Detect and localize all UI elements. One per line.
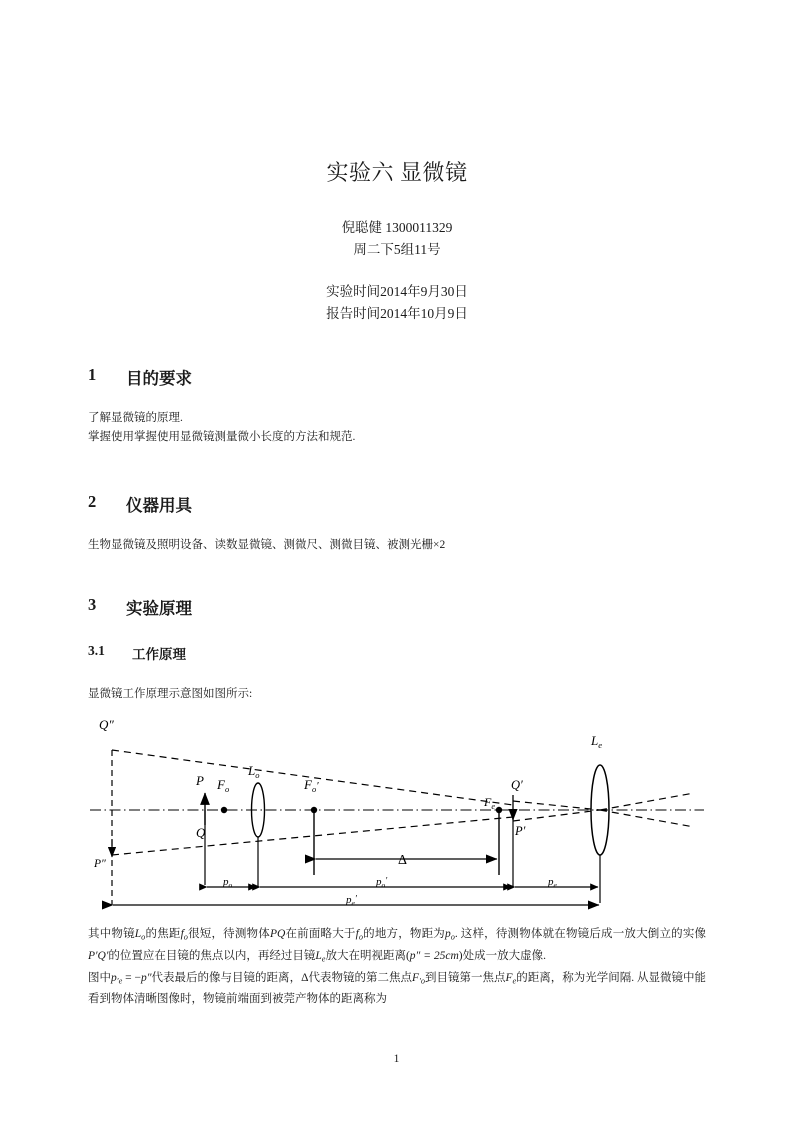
microscope-ray-diagram	[88, 707, 706, 925]
section-3	[88, 595, 706, 1009]
section-1-line-1: 了解显微镜的原理.	[88, 412, 183, 424]
experiment-date: 实验时间2014年9月30日	[326, 284, 468, 299]
section-3-title: 实验原理	[126, 598, 192, 618]
section-1-line-2: 掌握使用掌握使用显微镜测量微小长度的方法和规范.	[88, 430, 356, 443]
page-number: 1	[393, 1053, 400, 1065]
p2-Fo: F	[412, 971, 420, 984]
p2-Fo-sub: ′o	[419, 975, 425, 985]
label-dim-pe-prime: $p_e'$	[346, 893, 357, 908]
label-fo-prime: $F_o'$	[304, 777, 319, 794]
p1-fo-sub: o	[183, 932, 188, 942]
label-eyepiece-lens: $L_e$	[591, 733, 603, 750]
page-content	[88, 0, 706, 1009]
section-1-heading	[88, 365, 706, 389]
principle-paragraph-2	[88, 969, 706, 1009]
subsection-3-1-heading	[88, 643, 706, 663]
author-block	[88, 217, 706, 261]
p1-t8: 放大在明视距离(	[325, 949, 410, 962]
p1-fo2-sub: o	[358, 932, 363, 942]
subsection-3-1	[88, 643, 706, 1009]
p1-t6: . 这样，待测物体就在物镜后成一放大倒立的实像	[454, 928, 707, 940]
section-2-body: 生物显微镜及照明设备、读数显微镜、测微尺、测微目镜、被测光栅×2	[88, 539, 446, 551]
p1-fo: f	[180, 928, 184, 940]
section-1-title: 目的要求	[126, 369, 192, 388]
ray-upper-incident	[112, 750, 513, 805]
class-group: 周二下5组11号	[353, 242, 441, 257]
p2-Fe: F	[505, 971, 513, 984]
p2-pe: p	[111, 971, 117, 984]
p1-PQ: PQ	[269, 928, 286, 940]
label-p-double-prime: P″	[94, 858, 106, 870]
section-3-number: 3	[88, 594, 97, 614]
label-objective-lens: $L_o$	[248, 763, 260, 780]
ray-exit-lower	[600, 810, 694, 827]
p2-pdouble: p″	[140, 971, 152, 984]
subsection-3-1-title: 工作原理	[132, 646, 186, 662]
label-q-object: Q	[196, 825, 206, 840]
p1-t3: 很短，待测物体	[187, 928, 270, 940]
p2-t3: 到目镜第一焦点	[424, 971, 506, 984]
section-1	[88, 365, 706, 446]
p1-t1: 其中物镜	[88, 928, 135, 940]
section-2-title: 仪器用具	[126, 496, 192, 515]
author-name-id: 倪聪健 1300011329	[341, 220, 453, 235]
section-1-number: 1	[88, 365, 97, 384]
p2-t1: 图中	[88, 971, 112, 984]
section-2-number: 2	[88, 492, 97, 511]
p2-t2: 代表最后的像与目镜的距离，Δ代表物镜的第二焦点	[151, 971, 412, 984]
section-3-heading	[88, 595, 706, 619]
label-p-prime: P′	[515, 824, 526, 838]
p1-Lo: L	[134, 928, 142, 940]
p1-t9: )处成一放大虚像.	[458, 949, 546, 962]
p2-Fe-sub: e	[512, 975, 517, 985]
label-q-double-prime: Q″	[99, 717, 114, 732]
p1-PQprime: P′Q′	[88, 949, 109, 962]
p1-t7: 的位置应在目镜的焦点以内，再经过目镜	[108, 949, 316, 962]
figure-intro-text: 显微镜工作原理示意图如图所示:	[88, 687, 253, 700]
label-p-object: P	[196, 773, 204, 788]
label-dim-po-prime: $p_o'$	[376, 875, 388, 890]
subsection-3-1-number: 3.1	[88, 642, 105, 658]
p2-pe-sub: ′e	[116, 975, 123, 985]
p1-t4: 在前面略大于	[285, 928, 356, 940]
p1-fo2: f	[355, 928, 359, 940]
principle-paragraph-1	[88, 925, 706, 969]
p1-po-sub: o	[450, 932, 455, 942]
date-block	[88, 281, 706, 325]
ray-lower-incident	[112, 817, 513, 855]
p1-t2: 的焦距	[145, 928, 181, 940]
label-dim-pe: $p_e$	[548, 876, 557, 890]
p1-Le-sub: e	[321, 954, 326, 964]
focal-point-fo-dot	[221, 807, 227, 813]
ray-exit-upper	[600, 793, 694, 810]
p1-po: p	[444, 928, 451, 940]
label-fe: $F_e$	[484, 795, 495, 811]
ray-q-prime-to-eyepiece	[513, 801, 600, 810]
p1-Le: L	[315, 949, 322, 962]
p1-Lo-sub: o	[141, 932, 146, 942]
p1-pdouble: p″ = 25cm	[409, 949, 459, 962]
ray-p-prime-to-eyepiece	[513, 810, 600, 821]
section-2-heading	[88, 492, 706, 516]
p2-t4: 的距离，称为光学间隔. 从显微镜中能看到物体清晰图像时，物镜前端面到被莞产物体的距离称为	[88, 971, 707, 1006]
label-fo: $F_o$	[217, 777, 230, 794]
p2-eq: = −	[122, 971, 141, 984]
label-q-prime: Q′	[511, 778, 523, 792]
page-title: 实验六 显微镜	[326, 160, 468, 185]
p1-t5: 的地方，物距为	[362, 928, 445, 940]
section-2	[88, 492, 706, 555]
label-dim-po: $p_o$	[223, 876, 233, 890]
label-delta: Δ	[398, 853, 408, 868]
report-date: 报告时间2014年10月9日	[326, 306, 468, 321]
